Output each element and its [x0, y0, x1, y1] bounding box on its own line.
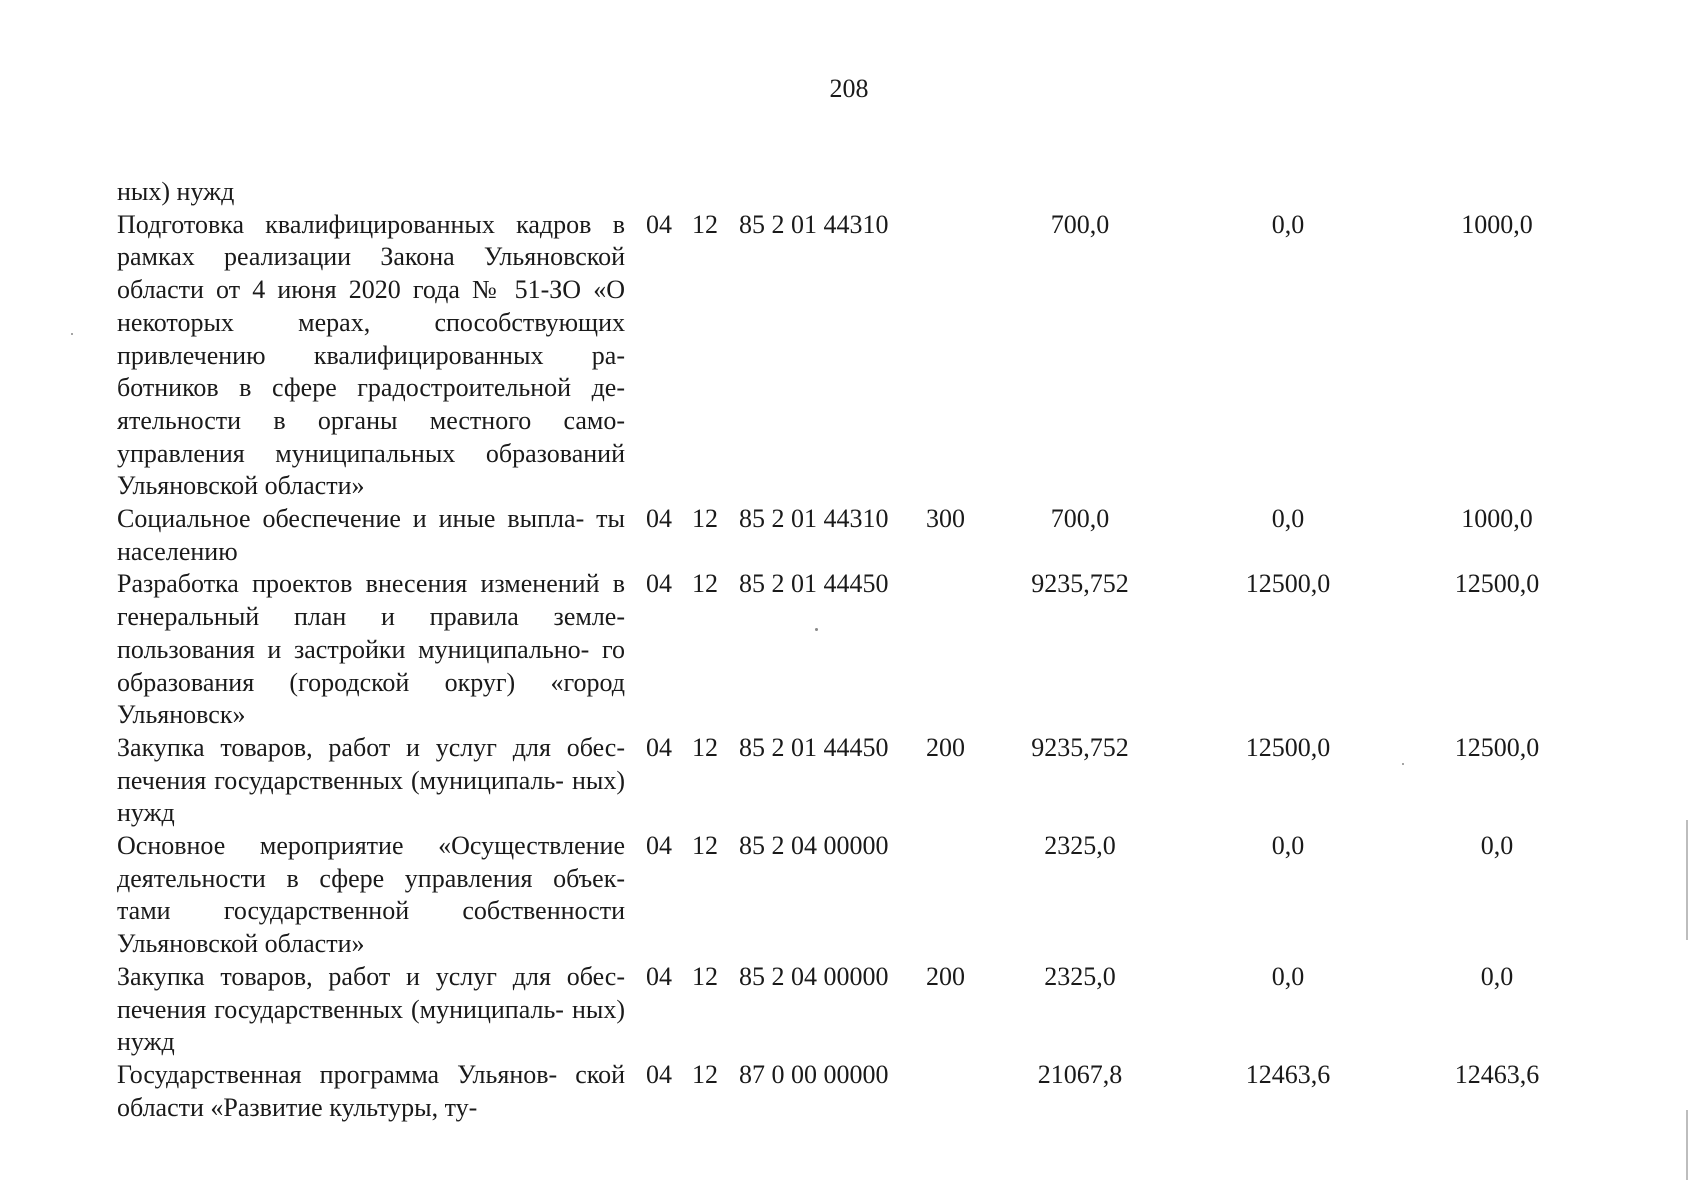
description-line: деятельности в сфере управления объек-: [117, 863, 625, 893]
scan-edge-mark: [1686, 820, 1688, 940]
cell-csr: 85 2 01 44310: [739, 504, 889, 534]
cell-y1: 700,0: [1050, 209, 1110, 239]
description-line: ных) нужд: [117, 994, 625, 1057]
description-line: ных) нужд: [117, 765, 625, 828]
cell-rz: 04: [646, 732, 672, 762]
cell-csr: 87 0 00 00000: [739, 1059, 889, 1089]
table-row: [0, 1059, 1698, 1124]
row-description: [117, 176, 625, 209]
table-row: [0, 961, 1698, 1059]
cell-csr: 85 2 01 44450: [739, 732, 889, 762]
cell-y3: 0,0: [1480, 961, 1514, 991]
cell-y2: 12463,6: [1245, 1059, 1331, 1089]
row-description: [117, 961, 625, 1059]
description-line: пользования и застройки муниципально-: [117, 634, 590, 664]
description-line: Государственная программа Ульянов-: [117, 1059, 558, 1089]
row-description: [117, 1059, 625, 1124]
cell-vr: 200: [926, 961, 965, 991]
scan-speck: [71, 333, 73, 335]
cell-y2: 0,0: [1271, 961, 1305, 991]
cell-rz: 04: [646, 1059, 672, 1089]
table-row: [0, 732, 1698, 830]
scan-edge-mark: [1686, 1110, 1688, 1180]
cell-y1: 2325,0: [1044, 831, 1116, 861]
cell-pr: 12: [692, 1059, 718, 1089]
cell-vr: 200: [926, 732, 965, 762]
cell-y3: 12463,6: [1454, 1059, 1540, 1089]
description-line: Подготовка квалифицированных кадров: [117, 209, 592, 239]
cell-y3: 0,0: [1480, 831, 1514, 861]
cell-y1: 700,0: [1050, 504, 1110, 534]
description-line: «О некоторых мерах, способствующих: [117, 275, 625, 337]
description-line: тами государственной собственности: [117, 896, 625, 926]
cell-csr: 85 2 04 00000: [739, 831, 889, 861]
description-line: Ульяновск»: [117, 700, 246, 730]
cell-y2: 12500,0: [1245, 732, 1331, 762]
cell-y3: 12500,0: [1454, 569, 1540, 599]
cell-y2: 0,0: [1271, 504, 1305, 534]
table-row: [0, 830, 1698, 961]
cell-rz: 04: [646, 961, 672, 991]
scan-speck: [815, 628, 818, 631]
cell-rz: 04: [646, 569, 672, 599]
description-line: Основное мероприятие «Осуществление: [117, 831, 625, 861]
row-description: [117, 732, 625, 830]
table-row: [0, 568, 1698, 732]
description-line: ных) нужд: [117, 177, 235, 206]
cell-vr: 300: [926, 504, 965, 534]
cell-pr: 12: [692, 569, 718, 599]
cell-y1: 9235,752: [1031, 732, 1129, 762]
description-line: го образования (городской округ) «город: [117, 634, 626, 697]
description-line: управления муниципальных образований: [117, 438, 625, 468]
row-description: [117, 503, 625, 568]
cell-pr: 12: [692, 732, 718, 762]
cell-y3: 1000,0: [1461, 504, 1533, 534]
cell-pr: 12: [692, 961, 718, 991]
row-description: [117, 209, 625, 503]
budget-table: [0, 176, 1698, 1124]
row-description: [117, 830, 625, 961]
description-line: Ульяновской области»: [117, 471, 365, 501]
description-line: привлечению квалифицированных ра-: [117, 340, 625, 370]
cell-csr: 85 2 01 44450: [739, 569, 889, 599]
description-line: Ульяновской области»: [117, 929, 365, 959]
cell-y1: 21067,8: [1037, 1059, 1123, 1089]
cell-csr: 85 2 04 00000: [739, 961, 889, 991]
description-line: Разработка проектов внесения изменений: [117, 569, 600, 599]
cell-y2: 0,0: [1271, 831, 1305, 861]
cell-pr: 12: [692, 831, 718, 861]
description-line: печения государственных (муниципаль-: [117, 765, 564, 795]
row-description: [117, 568, 625, 732]
description-line: в генеральный план и правила земле-: [117, 569, 626, 632]
cell-y2: 0,0: [1271, 209, 1305, 239]
table-row: [0, 209, 1698, 503]
cell-rz: 04: [646, 209, 672, 239]
cell-rz: 04: [646, 504, 672, 534]
description-line: ятельности в органы местного само-: [117, 405, 625, 435]
cell-y3: 12500,0: [1454, 732, 1540, 762]
cell-csr: 85 2 01 44310: [739, 209, 889, 239]
cell-rz: 04: [646, 831, 672, 861]
description-line: Социальное обеспечение и иные выпла-: [117, 504, 585, 534]
cell-y2: 12500,0: [1245, 569, 1331, 599]
cell-y1: 9235,752: [1031, 569, 1129, 599]
scan-speck: [1402, 763, 1404, 765]
page-number: 208: [829, 74, 869, 103]
description-line: ской области «Развитие культуры, ту-: [117, 1059, 626, 1122]
cell-pr: 12: [692, 209, 718, 239]
cell-pr: 12: [692, 504, 718, 534]
description-line: области от 4 июня 2020 года № 51-ЗО: [117, 275, 582, 305]
description-line: ботников в сфере градостроительной де-: [117, 373, 625, 403]
description-line: печения государственных (муниципаль-: [117, 994, 564, 1024]
description-line: ты населению: [117, 504, 626, 566]
description-line: Закупка товаров, работ и услуг для обес-: [117, 732, 625, 762]
description-line: в рамках реализации Закона Ульяновской: [117, 209, 625, 272]
cell-y1: 2325,0: [1044, 961, 1116, 991]
table-row: [0, 503, 1698, 568]
cell-y3: 1000,0: [1461, 209, 1533, 239]
description-line: Закупка товаров, работ и услуг для обес-: [117, 961, 625, 991]
table-row: [0, 176, 1698, 209]
